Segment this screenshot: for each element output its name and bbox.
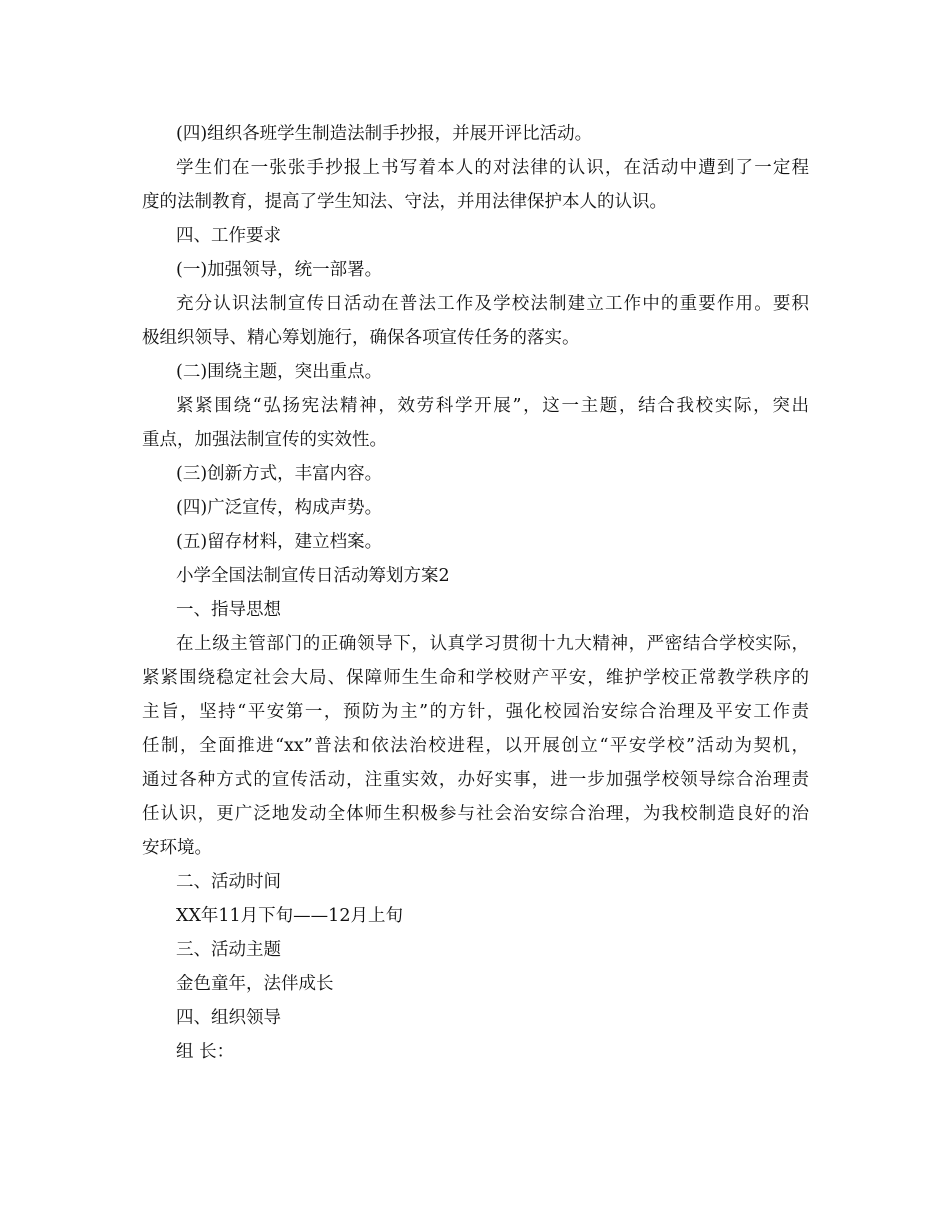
paragraph-line: 充分认识法制宣传日活动在普法工作及学校法制建立工作中的重要作用。要积 xyxy=(176,294,809,314)
subsection-heading: (二)围绕主题，突出重点。 xyxy=(176,362,383,382)
paragraph-line: 任制，全面推进“xx”普法和依法治校进程，以开展创立“平安学校”活动为契机， xyxy=(142,736,809,756)
document-title: 小学全国法制宣传日活动筹划方案2 xyxy=(176,566,450,586)
paragraph-line: 组 长： xyxy=(176,1042,235,1062)
paragraph-line: 金色童年，法伴成长 xyxy=(176,974,334,994)
subsection-heading: (三)创新方式，丰富内容。 xyxy=(176,464,383,484)
subsection-heading: (五)留存材料，建立档案。 xyxy=(176,532,383,552)
paragraph-line: 度的法制教育，提高了学生知法、守法，并用法律保护本人的认识。 xyxy=(142,192,667,212)
paragraph-line: XX年11月下旬——12月上旬 xyxy=(176,906,403,926)
paragraph-line: 极组织领导、精心筹划施行，确保各项宣传任务的落实。 xyxy=(142,328,580,348)
section-heading: 四、组织领导 xyxy=(176,1008,281,1028)
section-heading: 一、指导思想 xyxy=(176,600,281,620)
paragraph-line: 紧紧围绕稳定社会大局、保障师生生命和学校财产平安，维护学校正常教学秩序的 xyxy=(142,668,809,688)
paragraph-line: 在上级主管部门的正确领导下，认真学习贯彻十九大精神，严密结合学校实际， xyxy=(176,634,809,654)
section-heading: 四、工作要求 xyxy=(176,226,281,246)
subsection-heading: (四)广泛宣传，构成声势。 xyxy=(176,498,383,518)
paragraph-line: 安环境。 xyxy=(142,838,212,858)
section-heading: 二、活动时间 xyxy=(176,872,281,892)
section-heading: 三、活动主题 xyxy=(176,940,281,960)
paragraph-line: 紧紧围绕“弘扬宪法精神，效劳科学开展”，这一主题，结合我校实际，突出 xyxy=(176,396,809,416)
paragraph-line: 学生们在一张张手抄报上书写着本人的对法律的认识，在活动中遭到了一定程 xyxy=(176,158,809,178)
subsection-heading: (一)加强领导，统一部署。 xyxy=(176,260,383,280)
paragraph-line: (四)组织各班学生制造法制手抄报，并展开评比活动。 xyxy=(176,124,593,144)
paragraph-line: 重点，加强法制宣传的实效性。 xyxy=(142,430,387,450)
paragraph-line: 任认识，更广泛地发动全体师生积极参与社会治安综合治理，为我校制造良好的治 xyxy=(142,804,809,824)
paragraph-line: 通过各种方式的宣传活动，注重实效，办好实事，进一步加强学校领导综合治理责 xyxy=(142,770,809,790)
paragraph-line: 主旨，坚持“平安第一，预防为主”的方针，强化校园治安综合治理及平安工作责 xyxy=(142,702,809,722)
